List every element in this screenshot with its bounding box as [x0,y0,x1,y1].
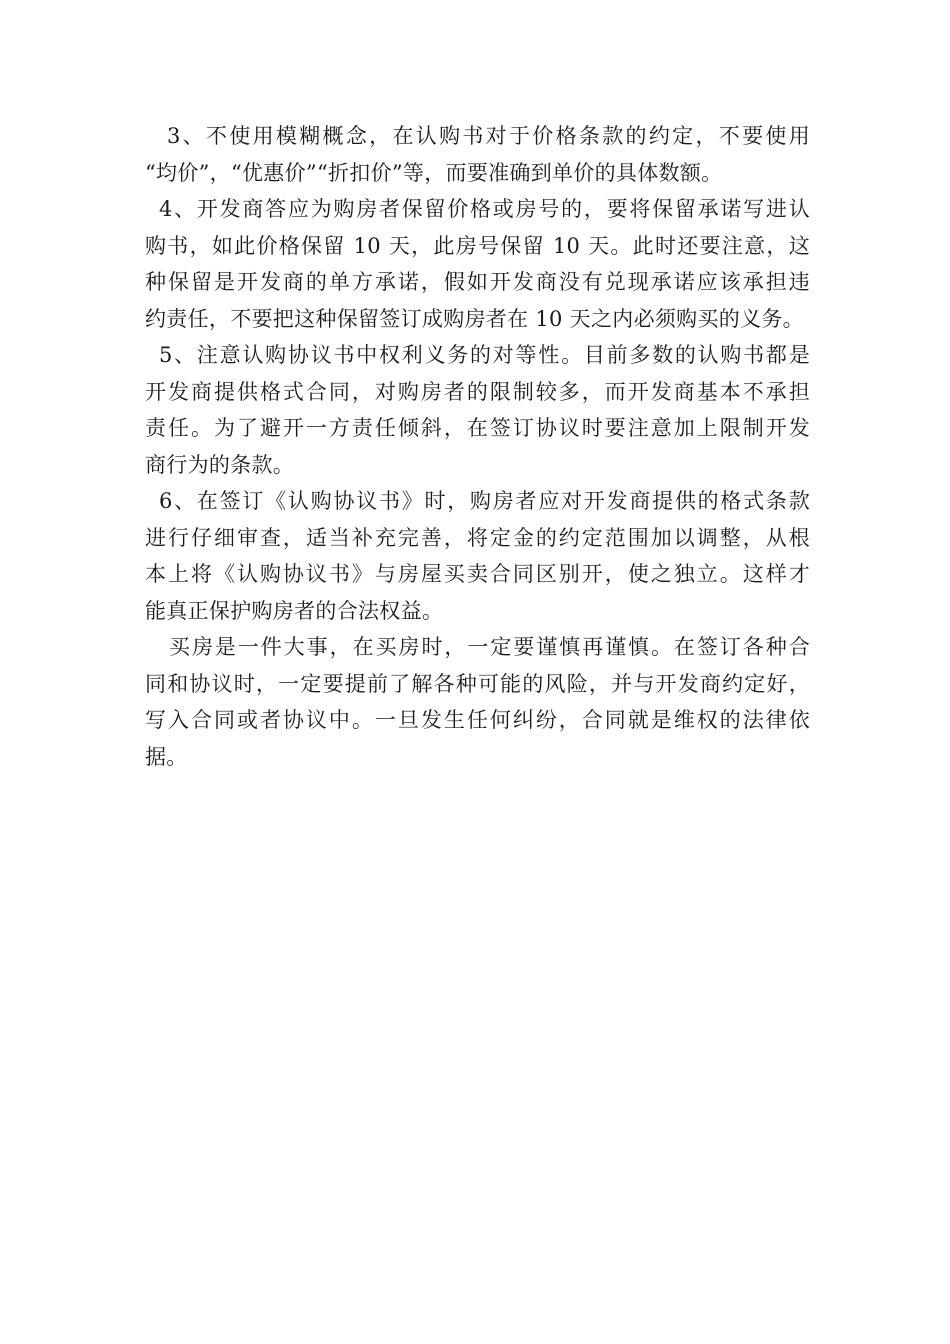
text-line: 据。 [145,744,188,769]
text-line: 责任。为了避开一方责任倾斜，在签订协议时要注意加上限制开发 [145,416,810,440]
text-line: 种保留是开发商的单方承诺，假如开发商没有兑现承诺应该承担违 [145,270,810,294]
text-line: 同和协议时，一定要提前了解各种可能的风险，并与开发商约定好， [145,671,810,696]
text-line: 5、注意认购协议书中权利义务的对等性。目前多数的认购书都是 [159,343,810,367]
text-line: 购书，如此价格保留 10 天，此房号保留 10 天。此时还要注意，这 [145,233,810,258]
text-line: 4、开发商答应为购房者保留价格或房号的，要将保留承诺写进认 [159,197,810,221]
text-line: 本上将《认购协议书》与房屋买卖合同区别开，使之独立。这样才 [145,562,810,586]
paragraph-conclusion [145,629,810,775]
text-line: 进行仔细审查，适当补充完善，将定金的约定范围加以调整，从根 [145,525,810,550]
paragraph-item-4 [145,191,810,337]
paragraph-item-6 [145,483,810,629]
document-body [145,118,810,775]
text-line: 开发商提供格式合同，对购房者的限制较多，而开发商基本不承担 [145,379,810,404]
text-line: 能真正保护购房者的合法权益。 [145,598,444,623]
text-line: 约责任，不要把这种保留签订成购房者在 10 天之内必须购买的义务。 [145,306,804,331]
text-line: “均价”，“优惠价”“折扣价”等，而要准确到单价的具体数额。 [145,160,723,185]
paragraph-item-5 [145,337,810,483]
text-line: 写入合同或者协议中。一旦发生任何纠纷，合同就是维权的法律依 [145,708,810,732]
text-line: 商行为的条款。 [145,452,295,477]
text-line: 3、不使用模糊概念，在认购书对于价格条款的约定，不要使用 [167,124,810,148]
text-line: 买房是一件大事，在买房时，一定要谨慎再谨慎。在签订各种合 [169,635,810,659]
paragraph-item-3 [145,118,810,191]
text-line: 6、在签订《认购协议书》时，购房者应对开发商提供的格式条款 [159,489,810,513]
